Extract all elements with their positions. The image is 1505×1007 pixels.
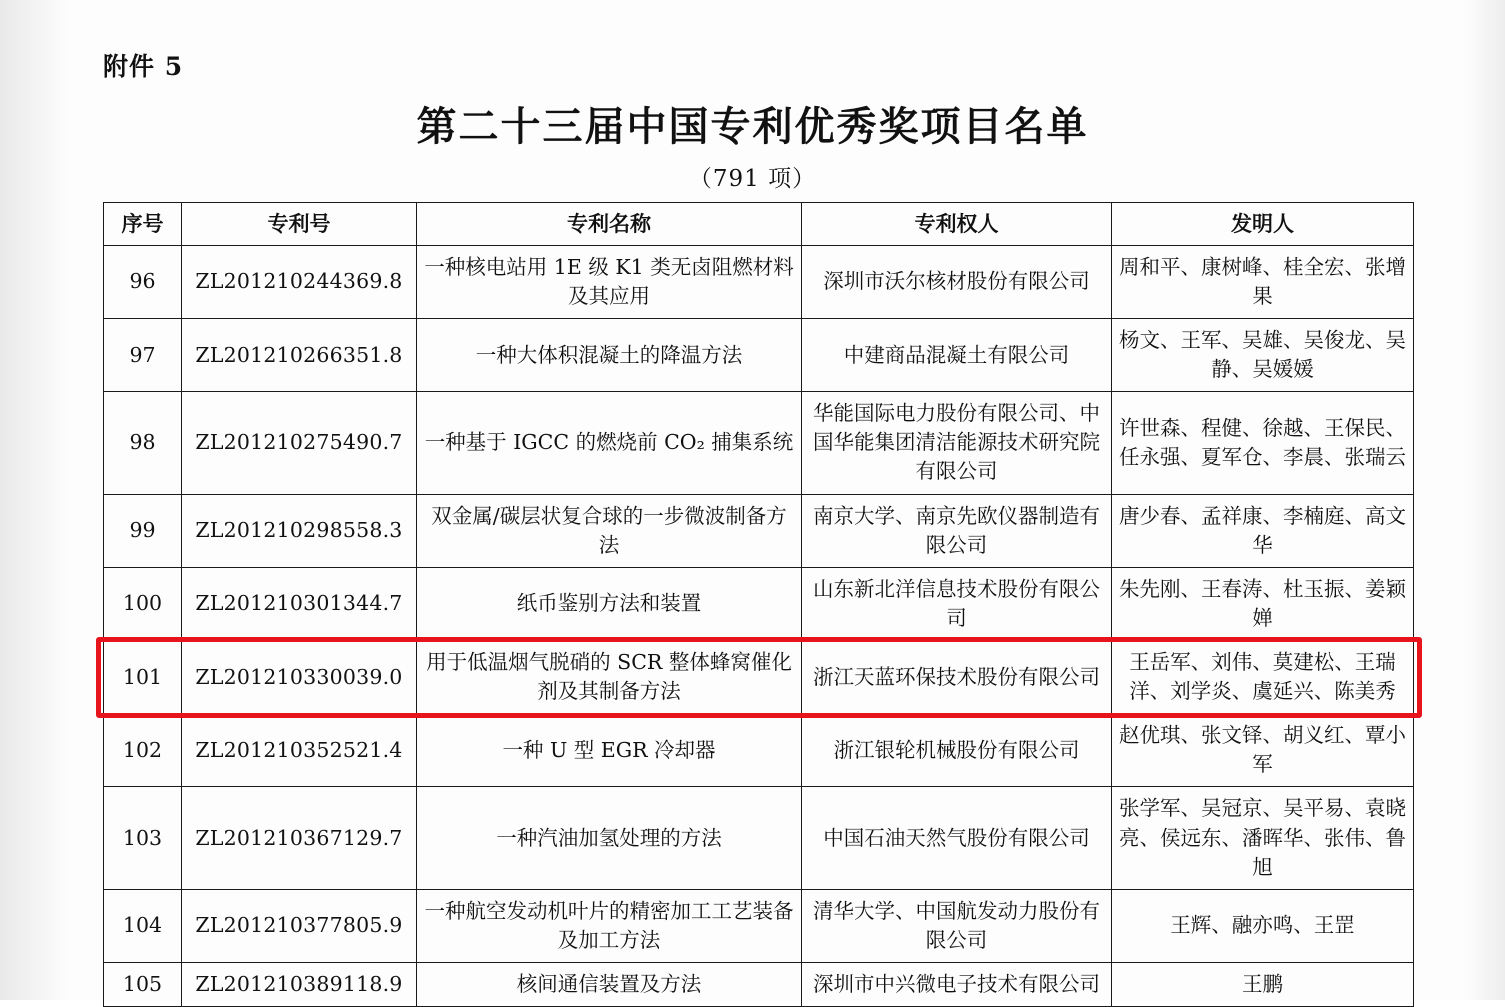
cell-owner: 深圳市沃尔核材股份有限公司 bbox=[802, 245, 1112, 318]
cell-inventors: 周和平、康树峰、桂全宏、张增果 bbox=[1112, 245, 1414, 318]
cell-owner: 中国石油天然气股份有限公司 bbox=[802, 787, 1112, 889]
table-row bbox=[104, 567, 1414, 640]
cell-patent-no: ZL201210301344.7 bbox=[182, 567, 417, 640]
table-body bbox=[104, 245, 1414, 1006]
page-subtitle: （791 项） bbox=[688, 166, 817, 192]
patent-table-container bbox=[103, 202, 1413, 1007]
patent-table bbox=[103, 202, 1414, 1007]
cell-owner: 华能国际电力股份有限公司、中国华能集团清洁能源技术研究院有限公司 bbox=[802, 392, 1112, 494]
cell-index: 100 bbox=[104, 567, 182, 640]
column-header-patent-no: 专利号 bbox=[182, 203, 417, 246]
cell-patent-no: ZL201210352521.4 bbox=[182, 714, 417, 787]
cell-owner: 中建商品混凝土有限公司 bbox=[802, 319, 1112, 392]
cell-patent-no: ZL201210275490.7 bbox=[182, 392, 417, 494]
column-header-owner: 专利权人 bbox=[802, 203, 1112, 246]
cell-owner: 山东新北洋信息技术股份有限公司 bbox=[802, 567, 1112, 640]
cell-inventors: 杨文、王军、吴雄、吴俊龙、吴静、吴媛媛 bbox=[1112, 319, 1414, 392]
cell-inventors: 朱先刚、王春涛、杜玉振、姜颖婵 bbox=[1112, 567, 1414, 640]
cell-index: 96 bbox=[104, 245, 182, 318]
table-row bbox=[104, 319, 1414, 392]
cell-patent-name: 一种大体积混凝土的降温方法 bbox=[417, 319, 802, 392]
cell-patent-no: ZL201210377805.9 bbox=[182, 889, 417, 962]
cell-patent-name: 纸币鉴别方法和装置 bbox=[417, 567, 802, 640]
table-row bbox=[104, 245, 1414, 318]
table-row bbox=[104, 889, 1414, 962]
cell-index: 104 bbox=[104, 889, 182, 962]
cell-patent-name: 一种航空发动机叶片的精密加工工艺装备及加工方法 bbox=[417, 889, 802, 962]
table-row bbox=[104, 392, 1414, 494]
table-row bbox=[104, 714, 1414, 787]
cell-patent-no: ZL201210244369.8 bbox=[182, 245, 417, 318]
cell-patent-no: ZL201210367129.7 bbox=[182, 787, 417, 889]
cell-index: 103 bbox=[104, 787, 182, 889]
cell-patent-no: ZL201210389118.9 bbox=[182, 963, 417, 1007]
cell-owner: 清华大学、中国航发动力股份有限公司 bbox=[802, 889, 1112, 962]
cell-inventors: 王辉、融亦鸣、王罡 bbox=[1112, 889, 1414, 962]
cell-inventors: 唐少春、孟祥康、李楠庭、高文华 bbox=[1112, 494, 1414, 567]
cell-owner: 浙江天蓝环保技术股份有限公司 bbox=[802, 641, 1112, 714]
table-row bbox=[104, 641, 1414, 714]
cell-patent-name: 核间通信装置及方法 bbox=[417, 963, 802, 1007]
cell-patent-no: ZL201210266351.8 bbox=[182, 319, 417, 392]
cell-index: 97 bbox=[104, 319, 182, 392]
cell-index: 99 bbox=[104, 494, 182, 567]
cell-index: 105 bbox=[104, 963, 182, 1007]
cell-owner: 浙江银轮机械股份有限公司 bbox=[802, 714, 1112, 787]
cell-inventors: 许世森、程健、徐越、王保民、任永强、夏军仓、李晨、张瑞云 bbox=[1112, 392, 1414, 494]
table-header-row bbox=[104, 203, 1414, 246]
cell-owner: 深圳市中兴微电子技术有限公司 bbox=[802, 963, 1112, 1007]
cell-inventors: 王岳军、刘伟、莫建松、王瑞洋、刘学炎、虞延兴、陈美秀 bbox=[1112, 641, 1414, 714]
column-header-patent-name: 专利名称 bbox=[417, 203, 802, 246]
cell-index: 98 bbox=[104, 392, 182, 494]
cell-patent-name: 一种基于 IGCC 的燃烧前 CO₂ 捕集系统 bbox=[417, 392, 802, 494]
cell-inventors: 张学军、吴冠京、吴平易、袁晓亮、侯远东、潘晖华、张伟、鲁旭 bbox=[1112, 787, 1414, 889]
table-row bbox=[104, 787, 1414, 889]
table-row bbox=[104, 494, 1414, 567]
cell-index: 101 bbox=[104, 641, 182, 714]
attachment-label: 附件 5 bbox=[103, 52, 184, 81]
cell-index: 102 bbox=[104, 714, 182, 787]
cell-inventors: 赵优琪、张文铎、胡义红、覃小军 bbox=[1112, 714, 1414, 787]
cell-owner: 南京大学、南京先欧仪器制造有限公司 bbox=[802, 494, 1112, 567]
column-header-no: 序号 bbox=[104, 203, 182, 246]
cell-patent-name: 用于低温烟气脱硝的 SCR 整体蜂窝催化剂及其制备方法 bbox=[417, 641, 802, 714]
cell-inventors: 王鹏 bbox=[1112, 963, 1414, 1007]
page-title: 第二十三届中国专利优秀奖项目名单 bbox=[416, 103, 1089, 150]
cell-patent-name: 双金属/碳层状复合球的一步微波制备方法 bbox=[417, 494, 802, 567]
table-header bbox=[104, 203, 1414, 246]
cell-patent-name: 一种核电站用 1E 级 K1 类无卤阻燃材料及其应用 bbox=[417, 245, 802, 318]
cell-patent-no: ZL201210330039.0 bbox=[182, 641, 417, 714]
cell-patent-name: 一种 U 型 EGR 冷却器 bbox=[417, 714, 802, 787]
cell-patent-no: ZL201210298558.3 bbox=[182, 494, 417, 567]
cell-patent-name: 一种汽油加氢处理的方法 bbox=[417, 787, 802, 889]
column-header-inventors: 发明人 bbox=[1112, 203, 1414, 246]
